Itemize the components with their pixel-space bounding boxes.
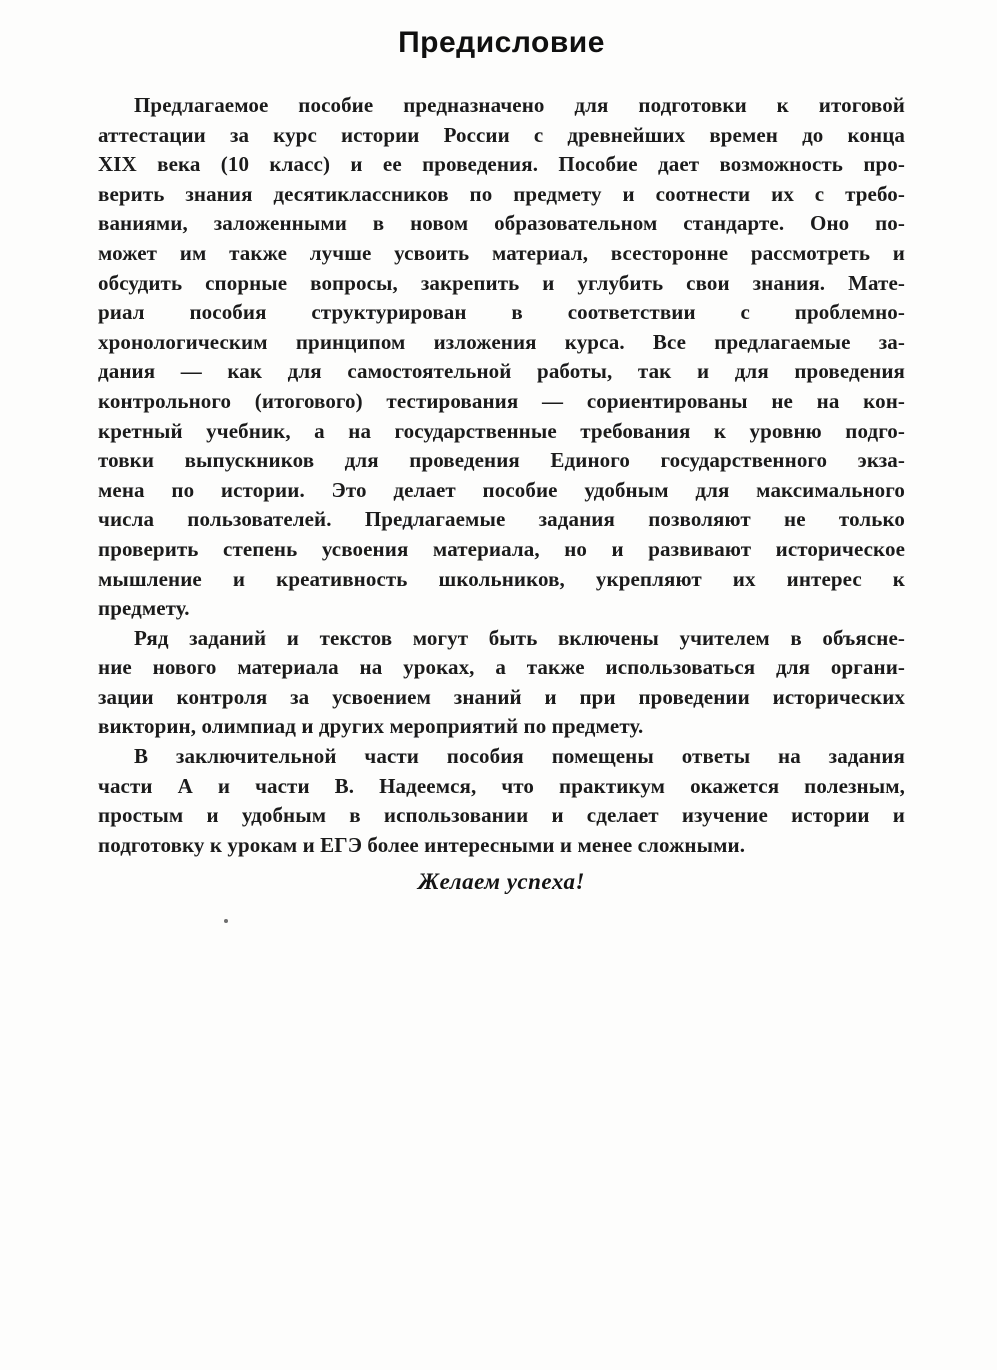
text-line: В заключительной части пособия помещены ответы на задания <box>134 744 905 769</box>
preface-body <box>98 91 905 860</box>
text-line: риал пособия структурирован в соответствии с проблемно- <box>98 300 905 325</box>
text-line: Предлагаемое пособие предназначено для подготовки к итоговой <box>134 93 905 117</box>
paragraph <box>98 91 905 624</box>
text-line: кретный учебник, а на государственные требования к уровню подго- <box>98 418 905 443</box>
text-line: проверить степень усвоения материала, но и развивают историческое <box>98 536 905 561</box>
text-line: обсудить спорные вопросы, закрепить и углубить свои знания. Мате- <box>98 270 905 295</box>
scan-speck <box>224 919 228 923</box>
text-line: товки выпускников для проведения Единого государственного экза- <box>98 448 905 473</box>
text-line: простым и удобным в использовании и сделает изучение истории и <box>98 803 905 828</box>
text-line: ние нового материала на уроках, а также использоваться для органи- <box>98 655 905 680</box>
text-line: контрольного (итогового) тестирования — сориентированы не на кон- <box>98 388 905 413</box>
text-line: предмету. <box>98 596 190 621</box>
text-line: части А и части В. Надеемся, что практикум окажется полезным, <box>98 773 905 798</box>
text-line: викторин, олимпиад и других мероприятий по предмету. <box>98 714 644 739</box>
text-line: зации контроля за усвоением знаний и при проведении исторических <box>98 684 905 709</box>
text-line: подготовку к урокам и ЕГЭ более интересными и менее сложными. <box>98 832 746 857</box>
text-line: аттестации за курс истории России с древнейших времен до конца <box>98 122 905 147</box>
text-line: мена по истории. Это делает пособие удобным для максимального <box>98 477 905 502</box>
text-line: ваниями, заложенными в новом образовательном стандарте. Оно по- <box>98 211 905 236</box>
text-line: хронологическим принципом изложения курса. Все предлагаемые за- <box>98 329 905 354</box>
text-line: Ряд заданий и текстов могут быть включены учителем в объясне- <box>134 625 905 650</box>
closing-motto: Желаем успеха! <box>418 869 585 894</box>
paragraph <box>98 624 905 742</box>
paragraph <box>98 742 905 860</box>
text-line: дания — как для самостоятельной работы, так и для проведения <box>98 359 905 384</box>
text-line: может им также лучше усвоить материал, всесторонне рассмотреть и <box>98 240 905 265</box>
page-title: Предисловие <box>398 26 605 59</box>
text-line: XIX века (10 класс) и ее проведения. Пособие дает возможность про- <box>98 152 905 177</box>
text-line: верить знания десятиклассников по предмету и соотнести их с требо- <box>98 181 905 206</box>
text-line: мышление и креативность школьников, укрепляют их интерес к <box>98 566 905 591</box>
text-line: числа пользователей. Предлагаемые задания позволяют не только <box>98 507 905 532</box>
